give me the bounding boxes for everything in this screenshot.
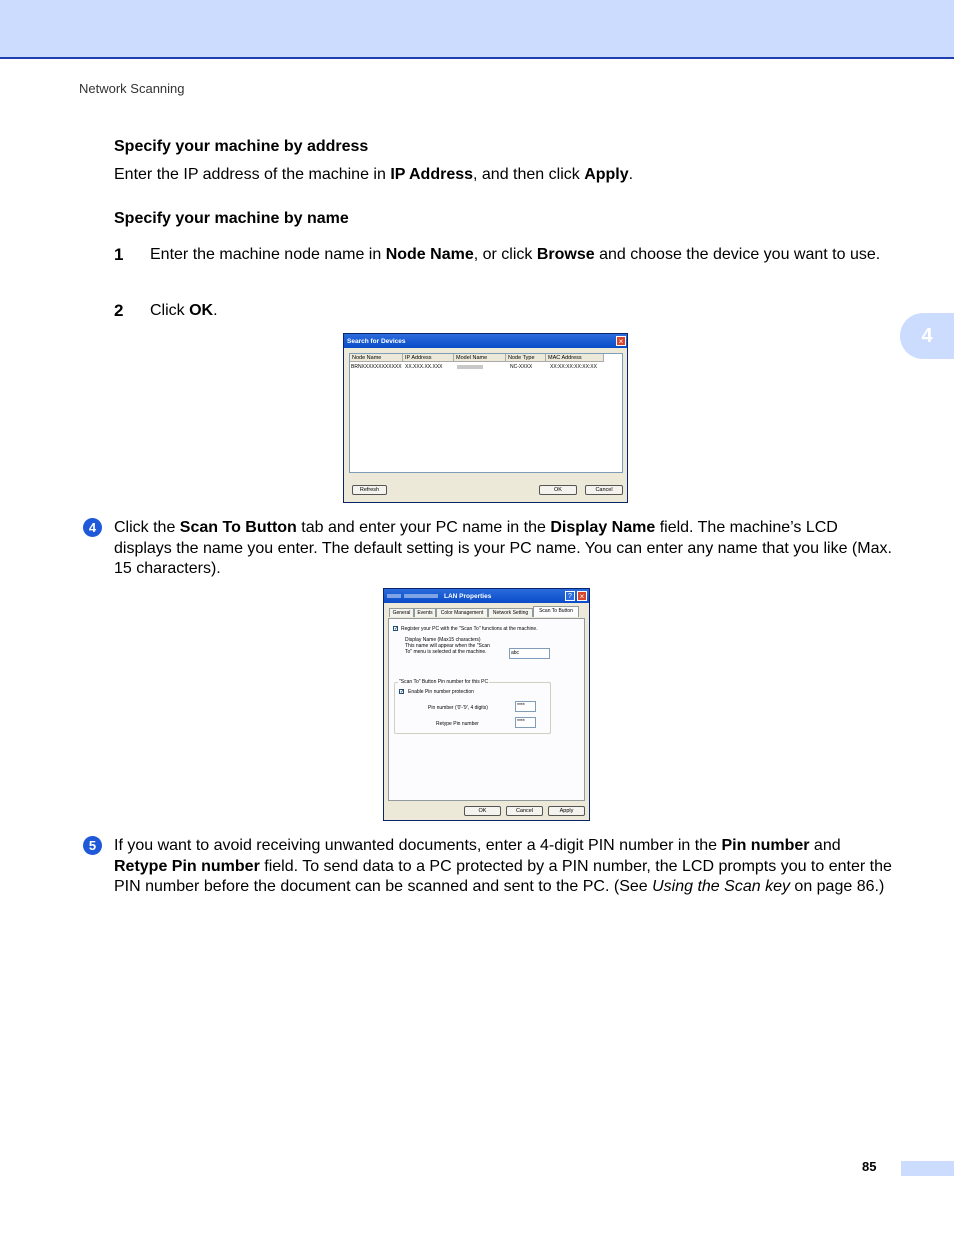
tab-network-setting[interactable]: Network Setting bbox=[488, 608, 533, 617]
cancel-button[interactable]: Cancel bbox=[506, 806, 543, 816]
close-icon[interactable]: × bbox=[577, 591, 587, 601]
pin-group-label: "Scan To" Button Pin number for this PC bbox=[399, 679, 489, 685]
header-band bbox=[0, 0, 954, 59]
search-devices-dialog bbox=[343, 333, 628, 503]
ok-button[interactable]: OK bbox=[539, 485, 577, 495]
step-5-bullet: 5 bbox=[83, 836, 102, 855]
row-node-type[interactable]: NC-XXXX bbox=[510, 364, 533, 370]
heading-by-name: Specify your machine by name bbox=[114, 210, 349, 227]
step-4-text: Click the Scan To Button tab and enter your PC name in the Display Name field. The machine’s LCD displays the name you enter. The default setting is your PC name. You can enter any name that you like (Max. 15 characters). bbox=[114, 519, 892, 577]
apply-button[interactable]: Apply bbox=[548, 806, 585, 816]
redacted-model-icon bbox=[387, 594, 401, 598]
step-number-2: 2 bbox=[114, 301, 124, 320]
lan-properties-dialog bbox=[383, 588, 590, 821]
refresh-button[interactable]: Refresh bbox=[352, 485, 387, 495]
pin-number-input[interactable]: **** bbox=[515, 701, 536, 712]
col-node-name[interactable]: Node Name bbox=[350, 354, 403, 362]
enable-pin-label: Enable Pin number protection bbox=[408, 689, 474, 695]
page-number: 85 bbox=[862, 1159, 877, 1174]
step-2-text: Click OK. bbox=[150, 302, 218, 319]
row-mac-address[interactable]: XX:XX:XX:XX:XX:XX bbox=[550, 364, 597, 370]
col-model-name[interactable]: Model Name bbox=[454, 354, 506, 362]
row-node-name[interactable]: BRNXXXXXXXXXXXX bbox=[351, 364, 402, 370]
step-1-text: Enter the machine node name in Node Name, or click Browse and choose the device you want to use. bbox=[150, 246, 881, 263]
step-5-text: If you want to avoid receiving unwanted documents, enter a 4-digit PIN number in the Pin number and Retype Pin number field. To send data to a PC protected by a PIN number, the LCD prompts you to enter the PIN number before the document can be scanned and sent to the PC. (See Using the Scan key on page 86.) bbox=[114, 837, 892, 895]
display-name-label: Display Name (Max15 characters) bbox=[405, 637, 481, 643]
retype-pin-input[interactable]: **** bbox=[515, 717, 536, 728]
col-mac-address[interactable]: MAC Address bbox=[546, 354, 604, 362]
scan-to-button-panel bbox=[388, 618, 585, 801]
cancel-button[interactable]: Cancel bbox=[585, 485, 623, 495]
register-label: Register your PC with the "Scan To" functions at the machine. bbox=[401, 626, 538, 632]
heading-by-address: Specify your machine by address bbox=[114, 138, 369, 155]
search-dialog-titlebar bbox=[344, 334, 627, 348]
display-name-desc-1: This name will appear when the "Scan bbox=[405, 643, 490, 649]
enable-pin-checkbox[interactable]: ✓ bbox=[400, 689, 405, 695]
chapter-tab: 4 bbox=[900, 313, 954, 359]
running-header: Network Scanning bbox=[79, 81, 185, 96]
tab-color-management[interactable]: Color Management bbox=[436, 608, 488, 617]
help-icon[interactable]: ? bbox=[565, 591, 575, 601]
tab-general[interactable]: General bbox=[389, 608, 414, 617]
lan-dialog-title: LAN Properties bbox=[444, 592, 492, 600]
footer-band bbox=[901, 1161, 954, 1176]
row-ip-address[interactable]: XX.XXX.XX.XXX bbox=[405, 364, 443, 370]
tab-scan-to-button[interactable]: Scan To Button bbox=[533, 606, 579, 617]
close-icon[interactable]: × bbox=[616, 336, 626, 346]
pin-number-label: Pin number ('0'-'9', 4 digits) bbox=[428, 705, 488, 711]
register-checkbox[interactable]: ✓ bbox=[394, 626, 399, 632]
retype-pin-label: Retype Pin number bbox=[436, 721, 479, 727]
col-node-type[interactable]: Node Type bbox=[506, 354, 546, 362]
step-number-1: 1 bbox=[114, 245, 124, 264]
step-4-bullet: 4 bbox=[83, 518, 102, 537]
row-model-name-blurred bbox=[457, 365, 483, 369]
col-ip-address[interactable]: IP Address bbox=[403, 354, 454, 362]
display-name-desc-2: To" menu is selected at the machine. bbox=[405, 649, 487, 655]
pin-groupbox bbox=[394, 679, 551, 734]
redacted-model-text bbox=[404, 594, 438, 598]
device-list[interactable] bbox=[349, 353, 623, 473]
lan-dialog-titlebar bbox=[384, 589, 589, 603]
display-name-input[interactable]: abc bbox=[509, 648, 550, 659]
tab-events[interactable]: Events bbox=[414, 608, 436, 617]
ok-button[interactable]: OK bbox=[464, 806, 501, 816]
search-dialog-title: Search for Devices bbox=[347, 337, 406, 345]
para-by-address: Enter the IP address of the machine in IP Address, and then click Apply. bbox=[114, 166, 634, 183]
